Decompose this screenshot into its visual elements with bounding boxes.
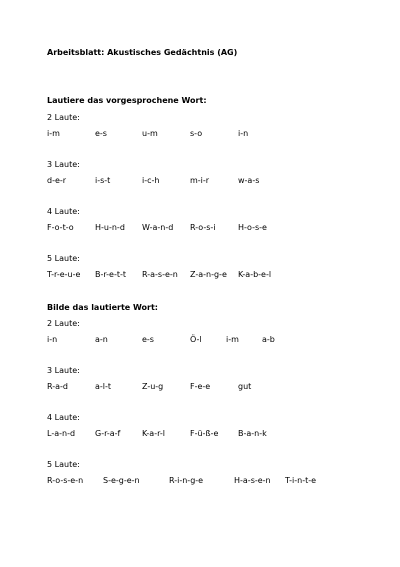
word-item: S-e-g-e-n: [103, 476, 140, 485]
word-item: R-a-s-e-n: [142, 270, 178, 279]
s1-group1-label: 2 Laute:: [47, 113, 80, 122]
word-item: K-a-r-l: [142, 429, 165, 438]
word-item: i-c-h: [142, 176, 160, 185]
word-item: m-i-r: [190, 176, 210, 185]
s2-group4-row: [0, 476, 400, 486]
word-item: H-u-n-d: [95, 223, 125, 232]
word-item: i-s-t: [95, 176, 111, 185]
word-item: F-ü-ß-e: [190, 429, 219, 438]
s2-group1-row: [0, 335, 400, 345]
page-title: Arbeitsblatt: Akustisches Gedächtnis (AG): [47, 48, 238, 57]
s2-group2-label: 3 Laute:: [47, 366, 80, 375]
word-item: R-o-s-i: [190, 223, 216, 232]
s2-group2-row: [0, 382, 400, 392]
s1-group4-label: 5 Laute:: [47, 254, 80, 263]
word-item: i-n: [238, 129, 249, 138]
word-item: H-o-s-e: [238, 223, 267, 232]
s1-group2-row: [0, 176, 400, 186]
word-item: u-m: [142, 129, 158, 138]
s1-group4-row: [0, 270, 400, 280]
s2-group1-label: 2 Laute:: [47, 319, 80, 328]
word-item: Ö-l: [190, 335, 202, 344]
section1-heading: Lautiere das vorgesprochene Wort:: [47, 96, 207, 105]
word-item: W-a-n-d: [142, 223, 174, 232]
word-item: a-b: [262, 335, 275, 344]
word-item: R-o-s-e-n: [47, 476, 84, 485]
s2-group4-label: 5 Laute:: [47, 460, 80, 469]
word-item: a-n: [95, 335, 108, 344]
word-item: B-r-e-t-t: [95, 270, 127, 279]
s1-group2-label: 3 Laute:: [47, 160, 80, 169]
word-item: w-a-s: [238, 176, 260, 185]
word-item: K-a-b-e-l: [238, 270, 272, 279]
word-item: Z-a-n-g-e: [190, 270, 227, 279]
word-item: a-l-t: [95, 382, 112, 391]
word-item: F-o-t-o: [47, 223, 74, 232]
word-item: T-i-n-t-e: [285, 476, 317, 485]
word-item: e-s: [142, 335, 154, 344]
word-item: R-i-n-g-e: [169, 476, 204, 485]
s1-group1-row: [0, 129, 400, 139]
s2-group3-label: 4 Laute:: [47, 413, 80, 422]
word-item: Z-u-g: [142, 382, 164, 391]
s1-group3-row: [0, 223, 400, 233]
s1-group3-label: 4 Laute:: [47, 207, 80, 216]
word-item: s-o: [190, 129, 203, 138]
word-item: G-r-a-f: [95, 429, 121, 438]
word-item: gut: [238, 382, 252, 391]
word-item: L-a-n-d: [47, 429, 76, 438]
word-item: T-r-e-u-e: [47, 270, 81, 279]
word-item: i-m: [47, 129, 60, 138]
word-item: d-e-r: [47, 176, 67, 185]
section2-heading: Bilde das lautierte Wort:: [47, 303, 159, 312]
word-item: i-m: [226, 335, 239, 344]
word-item: H-a-s-e-n: [234, 476, 271, 485]
word-item: B-a-n-k: [238, 429, 267, 438]
s2-group3-row: [0, 429, 400, 439]
word-item: e-s: [95, 129, 107, 138]
word-item: i-n: [47, 335, 58, 344]
word-item: F-e-e: [190, 382, 211, 391]
word-item: R-a-d: [47, 382, 68, 391]
